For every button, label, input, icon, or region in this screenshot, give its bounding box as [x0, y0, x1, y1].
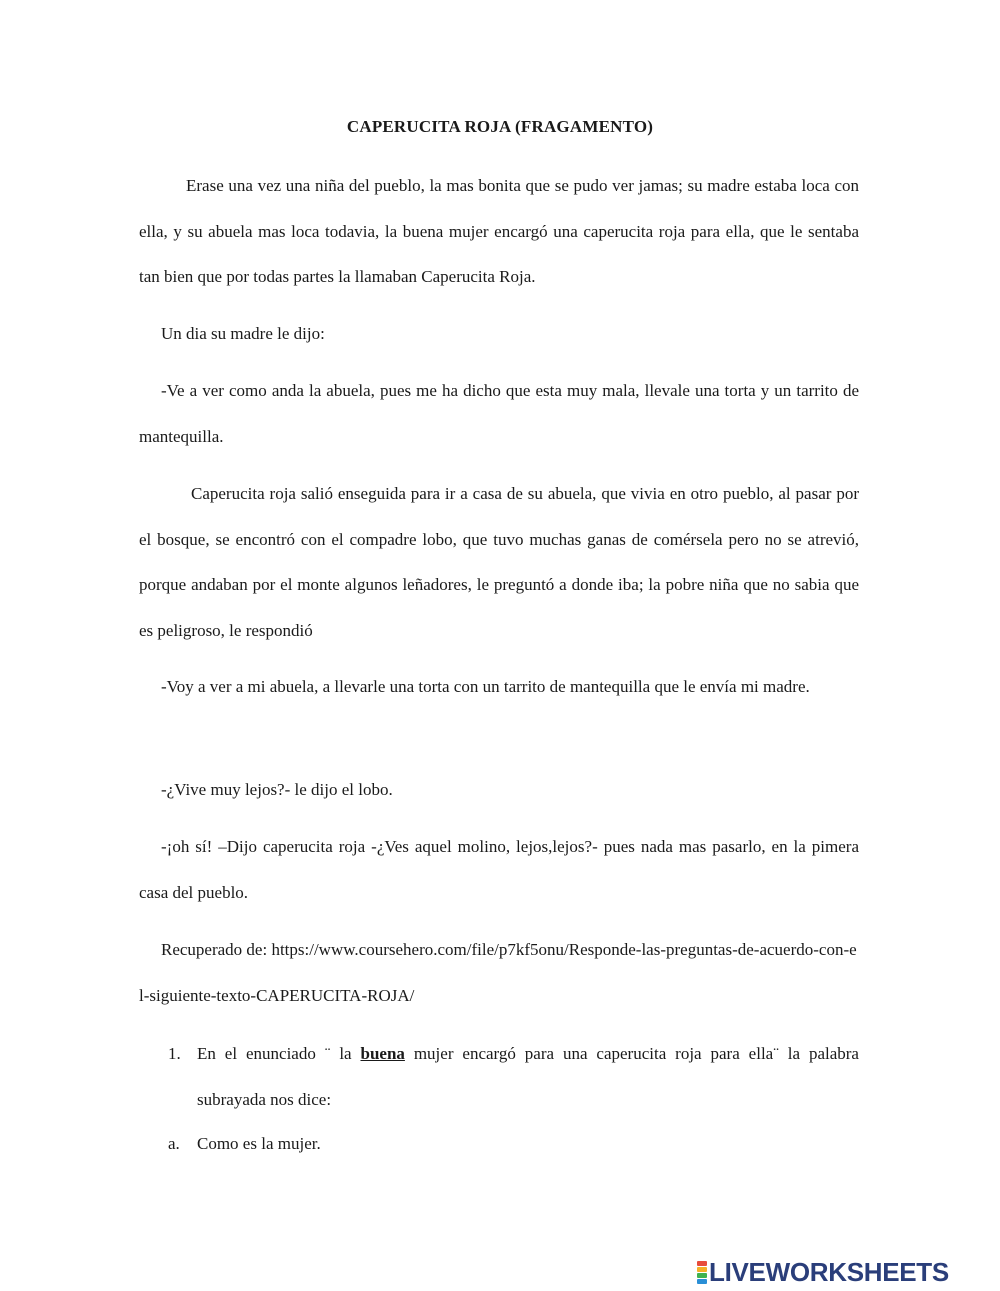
logo-color-bars-icon: [697, 1261, 707, 1284]
source-citation: Recuperado de: https://www.coursehero.com/file/p7kf5onu/Responde-las-preguntas-de-acuerdo-con-el-siguiente-texto-CAPERUCITA-ROJA/: [139, 940, 857, 1005]
paragraph-mother-says: Un dia su madre le dijo:: [161, 324, 325, 343]
question-number: 1.: [168, 1044, 181, 1063]
paragraph-mill: -¡oh sí! –Dijo caperucita roja -¿Ves aquel molino, lejos,lejos?- pues nada mas pasarlo, en la pimera casa del pueblo.: [139, 837, 859, 902]
logo-bar-blue: [697, 1279, 707, 1284]
logo-bar-yellow: [697, 1267, 707, 1272]
paragraph-forest: Caperucita roja salió enseguida para ir a casa de su abuela, que vivia en otro pueblo, al pasar por el bosque, se encontró con el compadre lobo, que tuvo muchas ganas de comérsela pero no se atrevió, porque andaban por el monte algunos leñadores, le preguntó a donde iba; la pobre niña que no sabia que es peligroso, le respondió: [139, 484, 859, 640]
logo-bar-red: [697, 1261, 707, 1266]
paragraph-reply: -Voy a ver a mi abuela, a llevarle una torta con un tarrito de mantequilla que le envía mi madre.: [161, 677, 810, 696]
question-text-before: En el enunciado ¨ la: [197, 1044, 361, 1063]
logo-text: LIVEWORKSHEETS: [709, 1256, 949, 1287]
liveworksheets-logo: [697, 1257, 949, 1287]
paragraph-mother-request: -Ve a ver como anda la abuela, pues me ha dicho que esta muy mala, llevale una torta y un tarrito de mantequilla.: [139, 381, 859, 446]
option-text: Como es la mujer.: [197, 1134, 321, 1153]
logo-bar-green: [697, 1273, 707, 1278]
paragraph-wolf-asks: -¿Vive muy lejos?- le dijo el lobo.: [161, 780, 393, 799]
question-text-after: mujer encargó para una caperucita roja para ella¨ la palabra subrayada nos dice:: [197, 1044, 859, 1109]
document-title: CAPERUCITA ROJA (FRAGAMENTO): [346, 117, 654, 136]
question-text: [197, 1031, 859, 1122]
underlined-word: buena: [360, 1044, 405, 1063]
paragraph-intro: Erase una vez una niña del pueblo, la mas bonita que se pudo ver jamas; su madre estaba loca con ella, y su abuela mas loca todavia, la buena mujer encargó una caperucita roja para ella, que le sentaba tan bien que por todas partes la llamaban Caperucita Roja.: [139, 176, 859, 286]
option-letter: a.: [168, 1134, 180, 1153]
